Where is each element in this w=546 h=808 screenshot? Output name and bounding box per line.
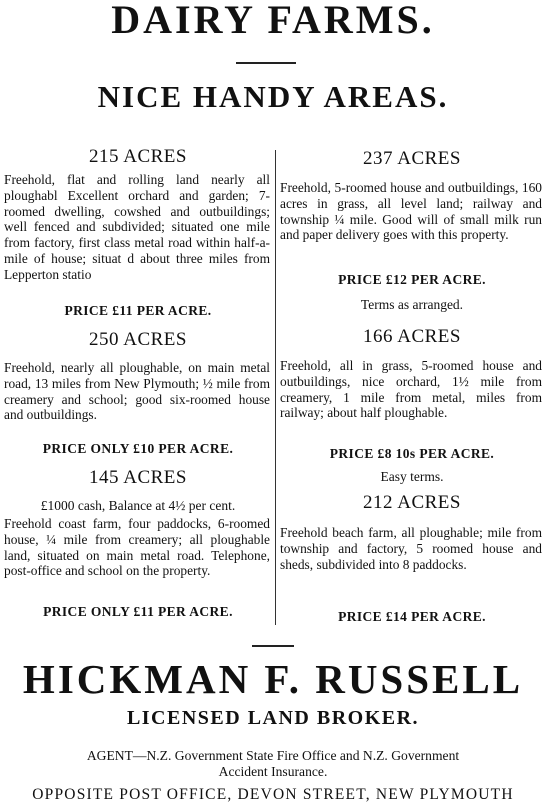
listing-price-left-2: PRICE ONLY £10 PER ACRE. [42,441,234,456]
column-divider [275,150,276,625]
listing-description-right-1: Freehold, 5-roomed house and outbuildings, 160 acres in grass, all level land; railway and township ¼ mile. Good will of small milk run and paper delivery goes with this property. [280,180,542,243]
listing-price-right-3: PRICE £14 PER ACRE. [338,609,486,624]
listing-acres-left-3: 145 ACRES [89,467,187,488]
listing-acres-left-1: 215 ACRES [89,146,187,167]
page-title: DAIRY FARMS. [111,0,435,42]
listing-terms-right-1: Terms as arranged. [360,297,464,312]
listing-description-left-1: Freehold, flat and rolling land nearly all ploughabl Excellent orchard and garden; 7-roomed dwelling, cowshed and outbuildings; well fenced and subdivided; situated one mile from factory, first class metal road within half-a-mile of house; situat d about three miles from Lepperton statio [4,172,270,282]
listing-description-left-2: Freehold, nearly all ploughable, on main metal road, 13 miles from New Plymouth; ½ mile from creamery and school; good six-roomed house and outbuildings. [4,360,270,423]
listing-acres-right-1: 237 ACRES [363,148,461,169]
listing-price-right-2: PRICE £8 10s PER ACRE. [329,446,495,461]
listing-description-left-3: Freehold coast farm, four paddocks, 6-roomed house, ¼ mile from creamery; all ploughable land, situated on main metal road. Telephone, post-office and school on the property. [4,516,270,579]
listing-acres-left-2: 250 ACRES [89,329,187,350]
footer-divider [252,645,294,647]
office-address: OPPOSITE POST OFFICE, DEVON STREET, NEW PLYMOUTH [32,786,514,803]
broker-role: LICENSED LAND BROKER. [126,707,420,729]
listing-terms-right-2: Easy terms. [380,469,444,484]
agent-line-2: Accident Insurance. [218,764,328,779]
listing-price-right-1: PRICE £12 PER ACRE. [338,272,486,287]
listing-description-right-3: Freehold beach farm, all ploughable; mile from township and factory, 5 roomed house and sheds, subdivided into 8 paddocks. [280,525,542,572]
page-subtitle: NICE HANDY AREAS. [97,79,449,114]
listing-terms-left-3: £1000 cash, Balance at 4½ per cent. [40,498,236,513]
listing-acres-right-3: 212 ACRES [363,492,461,513]
listing-description-right-2: Freehold, all in grass, 5-roomed house and outbuildings, nice orchard, 1½ mile from creamery, 1 mile from metal, miles from railway; about half ploughable. [280,358,542,421]
listing-price-left-3: PRICE ONLY £11 PER ACRE. [43,604,233,619]
title-divider [236,62,296,64]
listing-acres-right-2: 166 ACRES [363,326,461,347]
agent-line-1: AGENT—N.Z. Government State Fire Office and N.Z. Government [86,748,460,763]
broker-name: HICKMAN F. RUSSELL [22,656,524,702]
listing-price-left-1: PRICE £11 PER ACRE. [64,303,212,318]
